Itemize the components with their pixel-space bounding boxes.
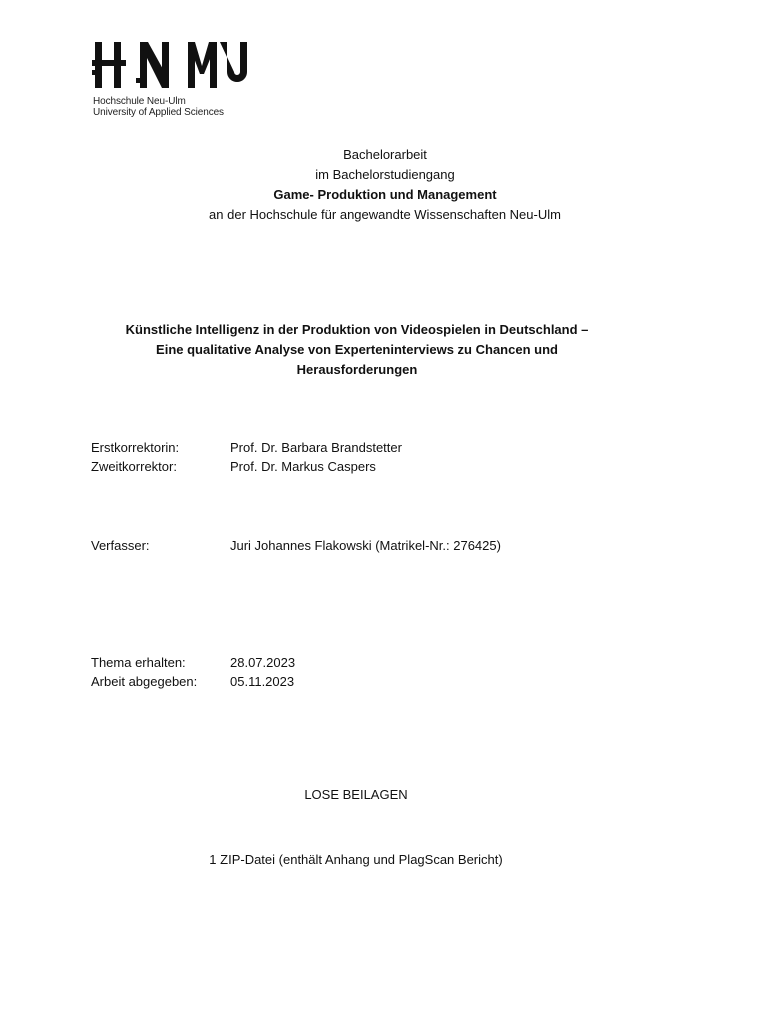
enclosures-heading: LOSE BEILAGEN: [304, 787, 408, 802]
first-examiner-label: Erstkorrektorin:: [91, 440, 180, 455]
logo-subtitle-en: University of Applied Sciences: [93, 107, 224, 118]
topic-received-label: Thema erhalten:: [91, 655, 186, 670]
institution: an der Hochschule für angewandte Wissenschaften Neu-Ulm: [209, 207, 561, 222]
enclosure-item: 1 ZIP-Datei (enthält Anhang und PlagScan Bericht): [209, 852, 503, 867]
topic-received-value: 28.07.2023: [230, 655, 296, 670]
author-label: Verfasser:: [91, 538, 150, 553]
university-logo: [92, 40, 262, 118]
document-type: Bachelorarbeit: [343, 147, 427, 162]
degree-info: [0, 145, 770, 225]
thesis-title-line-3: Herausforderungen: [296, 362, 418, 377]
thesis-title: [100, 320, 614, 380]
thesis-title-line-1: Künstliche Intelligenz in der Produktion von Videospielen in Deutschland –: [125, 322, 589, 337]
hnu-logo-mark-icon: [92, 40, 252, 90]
degree-context: im Bachelorstudiengang: [315, 167, 455, 182]
logo-subtitle-de: Hochschule Neu-Ulm: [93, 96, 186, 107]
second-examiner-value: Prof. Dr. Markus Caspers: [230, 459, 376, 474]
thesis-title-line-2: Eine qualitative Analyse von Experteninterviews zu Chancen und: [156, 342, 558, 357]
author-value: Juri Johannes Flakowski (Matrikel-Nr.: 276425): [230, 538, 501, 553]
study-program: Game- Produktion und Management: [273, 187, 497, 202]
first-examiner-value: Prof. Dr. Barbara Brandstetter: [230, 440, 402, 455]
submission-date-label: Arbeit abgegeben:: [91, 674, 198, 689]
second-examiner-label: Zweitkorrektor:: [91, 459, 177, 474]
submission-date-value: 05.11.2023: [230, 674, 295, 689]
